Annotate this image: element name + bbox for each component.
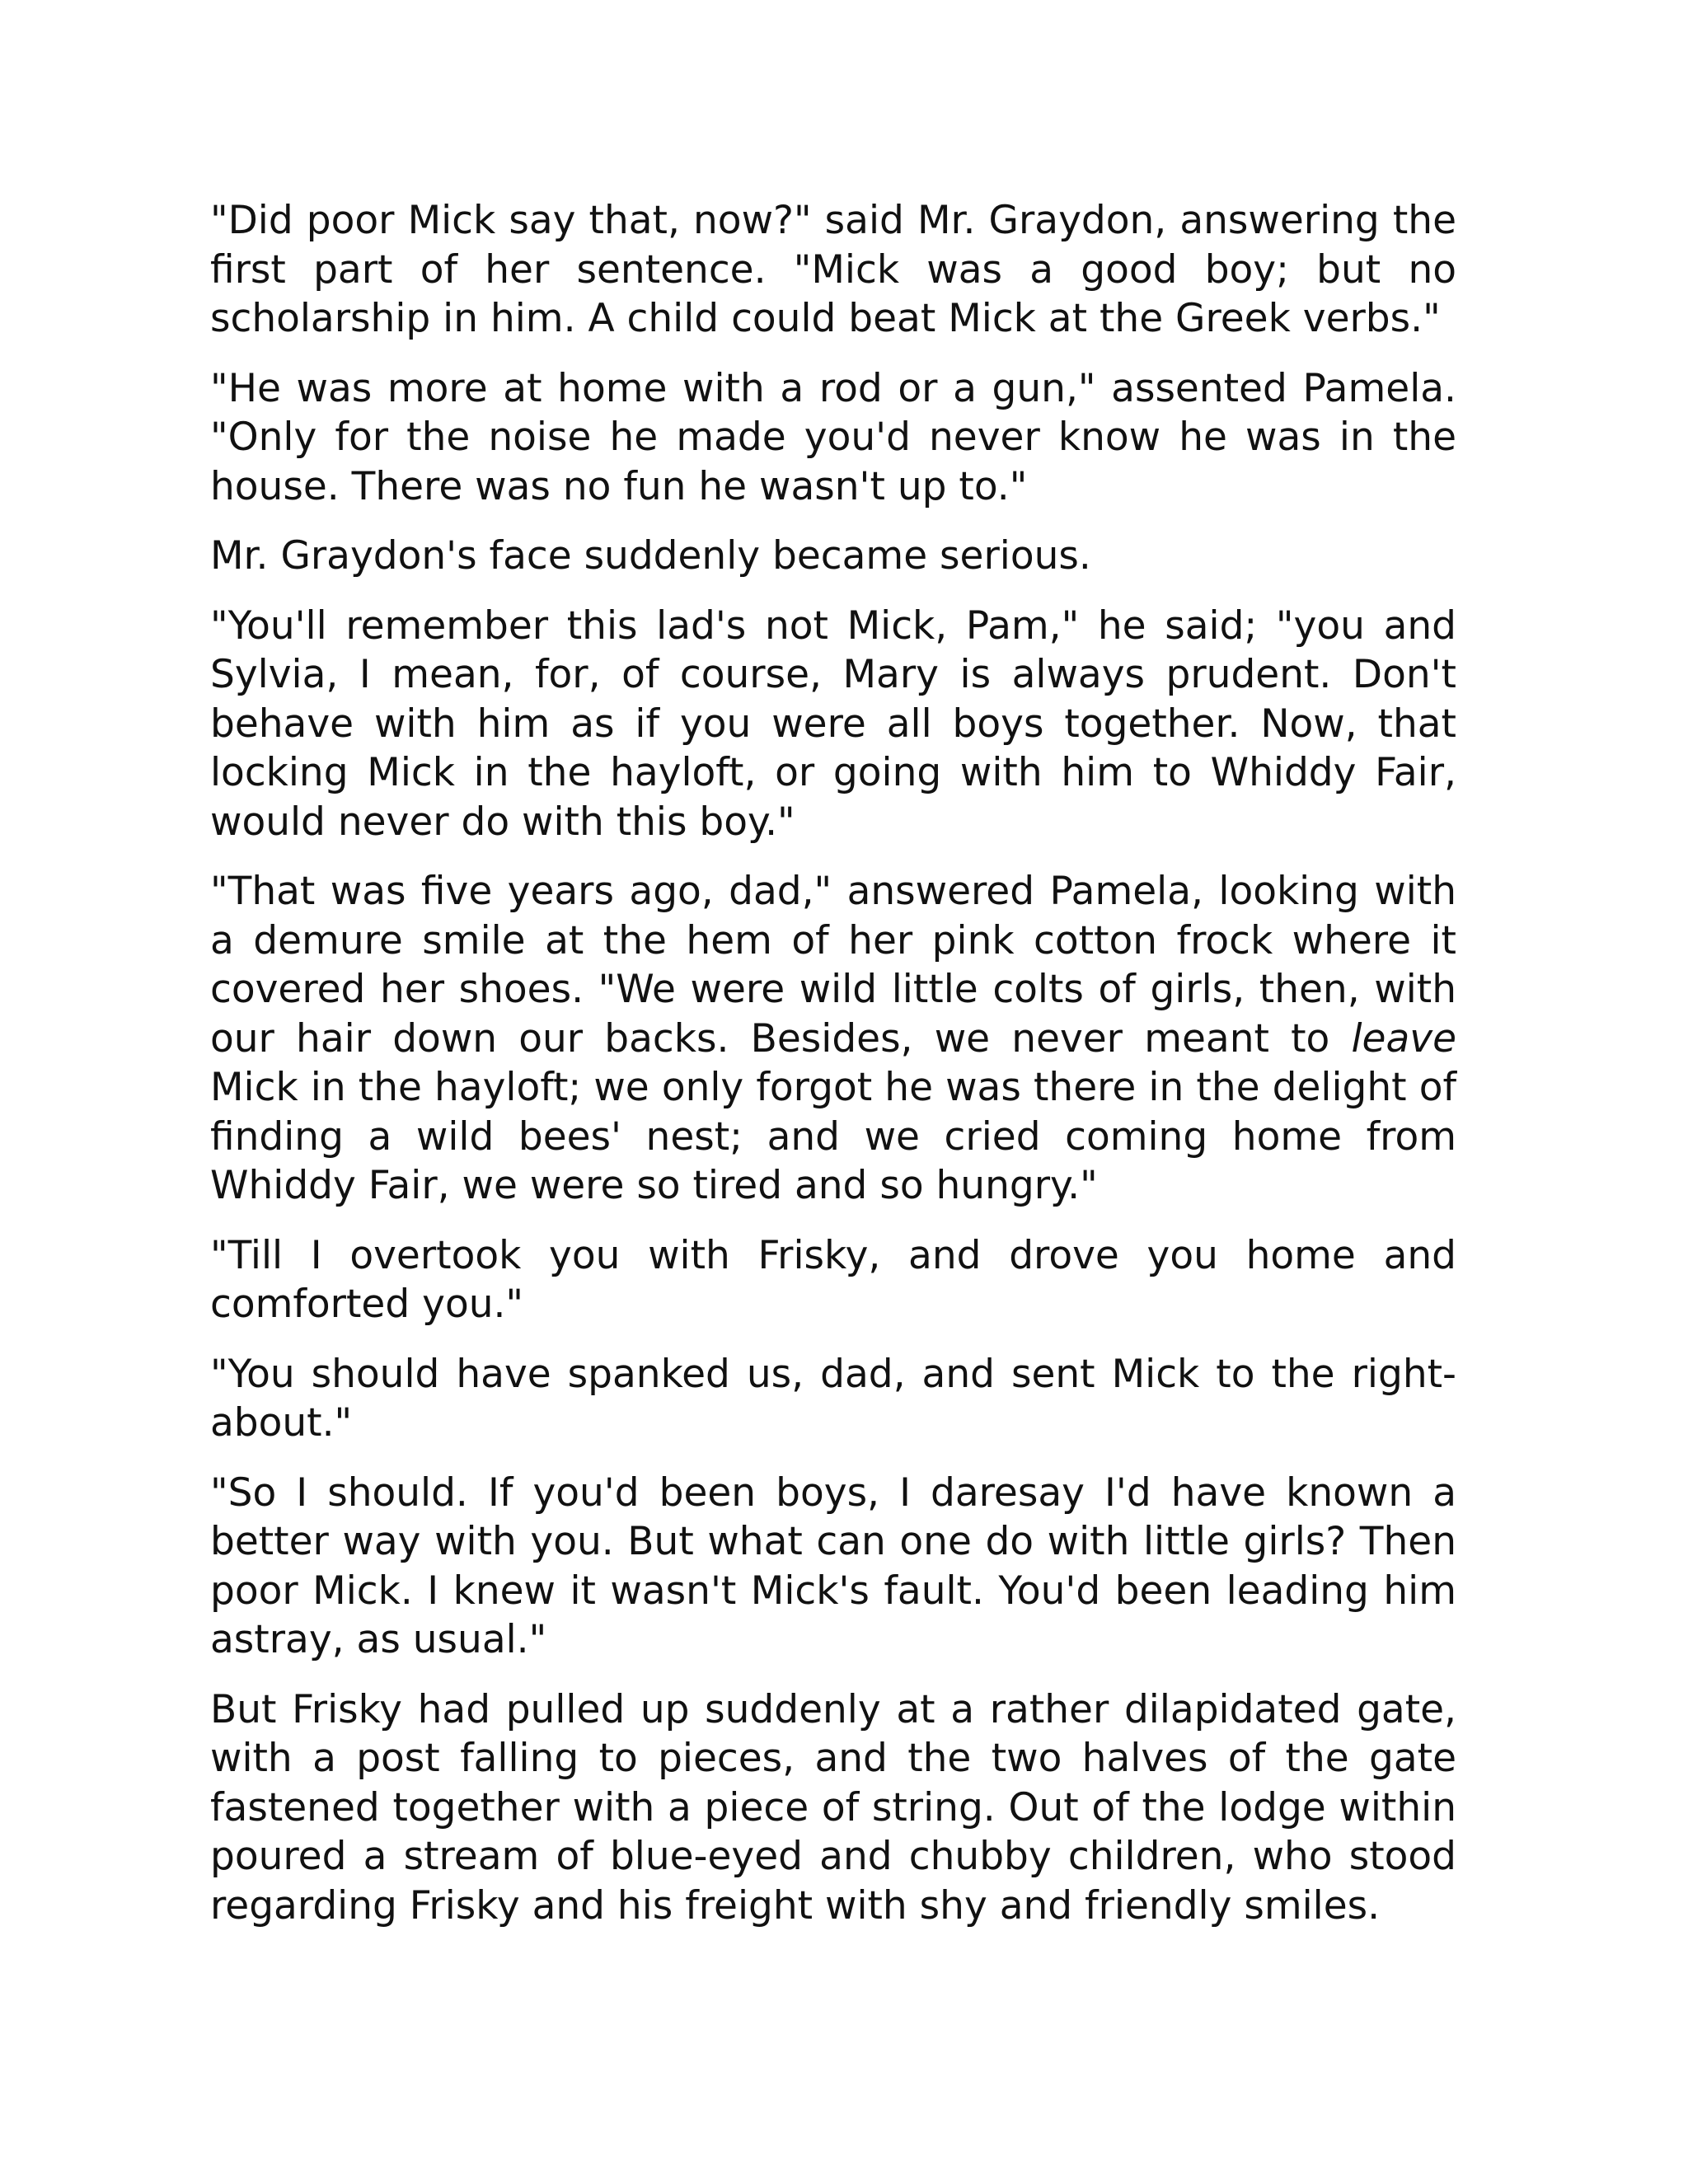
paragraph-dilapidated-gate: But Frisky had pulled up suddenly at a rather dilapidated gate, with a post falling to pieces, and the two halves of the gate fastened together with a piece of string. Out of the lodge within poured a stream of blue-eyed and chubby children, who stood regarding Frisky and his freight with shy and friendly smiles. bbox=[210, 1686, 1456, 1929]
paragraph-so-i-should: "So I should. If you'd been boys, I daresay I'd have known a better way with you. But what can one do with little girls? Then poor Mick. I knew it wasn't Mick's fault. You'd been leading him astray, as usual." bbox=[210, 1469, 1456, 1662]
paragraph-mick-scholarship: "Did poor Mick say that, now?" said Mr. Graydon, answering the first part of her sentence. "Mick was a good boy; but no scholarship in him. A child could beat Mick at the Greek verbs." bbox=[210, 198, 1456, 341]
paragraph-five-years-ago bbox=[210, 867, 1456, 1211]
paragraph-face-serious: Mr. Graydon's face suddenly became serious. bbox=[210, 533, 1091, 579]
paragraph-overtook-frisky: "Till I overtook you with Frisky, and drove you home and comforted you." bbox=[210, 1232, 1456, 1327]
book-page-text bbox=[210, 196, 1456, 1951]
paragraph-spanked-us: "You should have spanked us, dad, and sent Mick to the right-about." bbox=[210, 1351, 1456, 1446]
paragraph-text-after: Mick in the hayloft; we only forgot he was there in the delight of finding a wild bees' nest; and we cried coming home from Whiddy Fair, we were so tired and so hungry." bbox=[210, 1065, 1456, 1208]
paragraph-not-mick: "You'll remember this lad's not Mick, Pam," he said; "you and Sylvia, I mean, for, of course, Mary is always prudent. Don't behave with him as if you were all boys together. Now, that locking Mick in the hayloft, or going with him to Whiddy Fair, would never do with this boy." bbox=[210, 602, 1456, 845]
paragraph-text-before: "That was five years ago, dad," answered Pamela, looking with a demure smile at the hem of her pink cotton frock where it covered her shoes. "We were wild little colts of girls, then, with our hair down our backs. Besides, we never meant to bbox=[210, 869, 1456, 1062]
emphasized-word: leave bbox=[1351, 1015, 1456, 1062]
paragraph-rod-or-gun: "He was more at home with a rod or a gun," assented Pamela. "Only for the noise he made you'd never know he was in the house. There was no fun he wasn't up to." bbox=[210, 365, 1456, 509]
